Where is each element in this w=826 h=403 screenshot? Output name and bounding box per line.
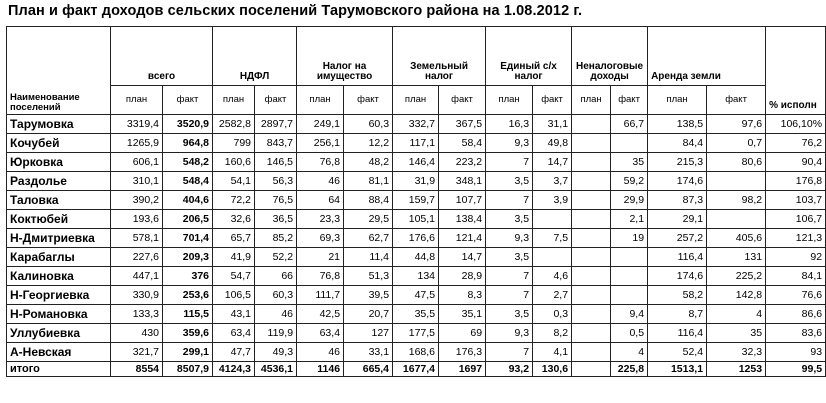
table-row [7,191,826,210]
table-cell: 35 [611,153,648,172]
settlement-name: Н-Дмитриевка [7,229,111,248]
table-cell: 83,6 [766,324,826,343]
table-cell: 93 [766,343,826,362]
table-cell: 2582,8 [213,115,255,134]
table-cell: 115,5 [163,305,213,324]
table-cell: 964,8 [163,134,213,153]
table-cell: 7,5 [533,229,572,248]
table-cell [611,134,648,153]
table-cell: 8554 [111,362,163,377]
table-cell: 348,1 [439,172,486,191]
table-cell: 121,4 [439,229,486,248]
table-cell: 0,5 [611,324,648,343]
table-cell: 1146 [297,362,344,377]
table-row [7,134,826,153]
header-plan: план [111,86,163,115]
table-cell: 146,5 [255,153,297,172]
table-cell: 1265,9 [111,134,163,153]
table-cell: 7 [486,286,533,305]
table-cell: 3,5 [486,305,533,324]
table-cell: 84,1 [766,267,826,286]
table-cell [572,324,611,343]
table-cell: 7 [486,267,533,286]
table-cell: 31,9 [393,172,439,191]
table-cell: 176,6 [393,229,439,248]
table-cell: 8507,9 [163,362,213,377]
table-cell: 142,8 [707,286,766,305]
table-cell: 7 [486,343,533,362]
table-cell: 174,6 [648,267,707,286]
table-cell: 60,3 [344,115,393,134]
table-cell [611,267,648,286]
table-cell: 76,8 [297,267,344,286]
table-cell: 405,6 [707,229,766,248]
table-cell: 48,2 [344,153,393,172]
table-cell: 160,6 [213,153,255,172]
table-row [7,210,826,229]
settlement-name: Таловка [7,191,111,210]
table-cell: 4 [707,305,766,324]
table-cell: 52,4 [648,343,707,362]
table-cell: 84,4 [648,134,707,153]
table-row [7,172,826,191]
table-cell: 9,4 [611,305,648,324]
table-cell: 39,5 [344,286,393,305]
table-cell [572,362,611,377]
table-cell: 69,3 [297,229,344,248]
table-cell: 85,2 [255,229,297,248]
table-cell: 28,9 [439,267,486,286]
table-cell: 42,5 [297,305,344,324]
table-cell: 131 [707,248,766,267]
table-cell: 843,7 [255,134,297,153]
table-cell: 177,5 [393,324,439,343]
table-cell [572,229,611,248]
table-cell: 225,8 [611,362,648,377]
table-cell: 32,6 [213,210,255,229]
header-plan: план [297,86,344,115]
table-cell: 66,7 [611,115,648,134]
table-cell: 3,5 [486,248,533,267]
table-cell: 58,2 [648,286,707,305]
table-cell [533,210,572,229]
table-cell: 330,9 [111,286,163,305]
table-row [7,267,826,286]
table-cell: 253,6 [163,286,213,305]
table-cell: 36,5 [255,210,297,229]
table-cell: 376 [163,267,213,286]
header-group-land-tax: Земельный налог [393,27,486,86]
table-cell: 430 [111,324,163,343]
table-cell: 46 [297,343,344,362]
header-group-ndfl: НДФЛ [213,27,297,86]
table-cell: 106,5 [213,286,255,305]
table-cell: 390,2 [111,191,163,210]
table-cell: 206,5 [163,210,213,229]
table-cell: 35,5 [393,305,439,324]
settlement-name: итого [7,362,111,377]
table-cell: 4 [611,343,648,362]
settlement-name: Кочубей [7,134,111,153]
table-cell: 97,6 [707,115,766,134]
table-cell [572,248,611,267]
table-cell: 92 [766,248,826,267]
table-cell: 56,3 [255,172,297,191]
settlement-name: Н-Романовка [7,305,111,324]
table-cell: 54,1 [213,172,255,191]
table-cell: 19 [611,229,648,248]
table-cell: 90,4 [766,153,826,172]
table-cell: 176,3 [439,343,486,362]
settlement-name: Раздолье [7,172,111,191]
table-cell: 33,1 [344,343,393,362]
header-group-non-tax: Неналоговые доходы [572,27,648,86]
table-cell: 66 [255,267,297,286]
table-cell: 3,5 [486,210,533,229]
table-cell [572,343,611,362]
table-cell [572,305,611,324]
table-cell: 321,7 [111,343,163,362]
table-cell [611,248,648,267]
settlement-name: Коктюбей [7,210,111,229]
table-cell: 665,4 [344,362,393,377]
table-cell: 133,3 [111,305,163,324]
table-cell: 9,3 [486,324,533,343]
header-row-plan-fact [7,86,826,115]
table-cell: 62,7 [344,229,393,248]
table-cell: 54,7 [213,267,255,286]
table-cell: 99,5 [766,362,826,377]
table-cell: 52,2 [255,248,297,267]
table-cell: 29,5 [344,210,393,229]
table-cell: 72,2 [213,191,255,210]
table-cell: 227,6 [111,248,163,267]
table-cell: 35 [707,324,766,343]
table-cell: 3,7 [533,172,572,191]
table-cell: 159,7 [393,191,439,210]
table-cell: 8,3 [439,286,486,305]
table-cell [572,134,611,153]
table-cell [707,210,766,229]
table-cell [572,210,611,229]
table-cell: 3319,4 [111,115,163,134]
header-plan: план [486,86,533,115]
table-cell: 69 [439,324,486,343]
settlement-name: Н-Георгиевка [7,286,111,305]
table-cell: 46 [255,305,297,324]
table-cell: 93,2 [486,362,533,377]
table-cell: 193,6 [111,210,163,229]
table-cell: 209,3 [163,248,213,267]
table-cell: 4536,1 [255,362,297,377]
header-group-total: всего [111,27,213,86]
table-cell: 119,9 [255,324,297,343]
table-cell [707,172,766,191]
table-cell: 548,2 [163,153,213,172]
settlement-name: Карабаглы [7,248,111,267]
table-cell [533,248,572,267]
table-cell: 12,2 [344,134,393,153]
header-plan: план [213,86,255,115]
settlement-name: А-Невская [7,343,111,362]
table-cell: 215,3 [648,153,707,172]
table-cell: 9,3 [486,134,533,153]
table-cell: 111,7 [297,286,344,305]
table-cell: 4,6 [533,267,572,286]
table-cell: 332,7 [393,115,439,134]
table-cell: 107,7 [439,191,486,210]
table-cell: 138,4 [439,210,486,229]
table-row [7,324,826,343]
header-group-percent: % исполн [766,27,826,115]
table-cell: 49,3 [255,343,297,362]
table-cell: 44,8 [393,248,439,267]
table-cell: 8,7 [648,305,707,324]
table-cell: 76,6 [766,286,826,305]
table-cell: 76,5 [255,191,297,210]
settlement-name: Юрковка [7,153,111,172]
table-row [7,286,826,305]
table-cell: 134 [393,267,439,286]
table-cell: 138,5 [648,115,707,134]
table-cell [572,153,611,172]
table-cell: 174,6 [648,172,707,191]
header-fact: факт [255,86,297,115]
settlement-name: Тарумовка [7,115,111,134]
table-cell: 404,6 [163,191,213,210]
table-row [7,115,826,134]
table-cell: 168,6 [393,343,439,362]
table-cell: 578,1 [111,229,163,248]
table-cell: 65,7 [213,229,255,248]
table-cell: 63,4 [297,324,344,343]
table-cell: 257,2 [648,229,707,248]
table-cell: 2,7 [533,286,572,305]
table-cell: 7 [486,153,533,172]
table-cell: 121,3 [766,229,826,248]
table-cell: 0,3 [533,305,572,324]
table-cell [572,191,611,210]
table-cell: 7 [486,191,533,210]
table-row [7,343,826,362]
table-cell: 4,1 [533,343,572,362]
table-cell: 51,3 [344,267,393,286]
table-cell: 20,7 [344,305,393,324]
table-cell [572,172,611,191]
header-fact: факт [163,86,213,115]
table-cell: 2,1 [611,210,648,229]
header-plan: план [648,86,707,115]
table-cell: 87,3 [648,191,707,210]
header-row-groups [7,27,826,86]
table-cell: 14,7 [533,153,572,172]
table-cell: 35,1 [439,305,486,324]
table-cell: 88,4 [344,191,393,210]
table-cell: 60,3 [255,286,297,305]
table-cell [572,286,611,305]
table-cell: 31,1 [533,115,572,134]
table-cell: 63,4 [213,324,255,343]
table-cell: 21 [297,248,344,267]
table-cell: 80,6 [707,153,766,172]
table-cell [572,115,611,134]
table-cell: 76,2 [766,134,826,153]
table-cell: 106,10% [766,115,826,134]
report-title: План и факт доходов сельских поселений Тарумовского района на 1.08.2012 г. [8,3,583,19]
table-cell: 310,1 [111,172,163,191]
table-cell: 81,1 [344,172,393,191]
table-cell: 225,2 [707,267,766,286]
table-cell: 46 [297,172,344,191]
total-row [7,362,826,377]
table-cell: 0,7 [707,134,766,153]
table-cell: 98,2 [707,191,766,210]
table-cell: 127 [344,324,393,343]
table-cell: 4124,3 [213,362,255,377]
table-cell: 249,1 [297,115,344,134]
table-cell: 29,9 [611,191,648,210]
table-cell: 116,4 [648,324,707,343]
table-cell: 14,7 [439,248,486,267]
table-cell: 3,5 [486,172,533,191]
table-cell: 16,3 [486,115,533,134]
table-cell: 130,6 [533,362,572,377]
table-cell: 1513,1 [648,362,707,377]
header-fact: факт [611,86,648,115]
table-cell: 58,4 [439,134,486,153]
header-fact: факт [439,86,486,115]
table-cell: 47,7 [213,343,255,362]
income-table [6,26,826,377]
table-cell: 359,6 [163,324,213,343]
table-cell: 1253 [707,362,766,377]
header-fact: факт [533,86,572,115]
table-cell: 105,1 [393,210,439,229]
table-row [7,229,826,248]
header-group-land-rent: Аренда земли [648,27,766,86]
table-cell: 3,9 [533,191,572,210]
table-cell [572,267,611,286]
header-plan: план [393,86,439,115]
header-fact: факт [344,86,393,115]
table-cell: 29,1 [648,210,707,229]
header-plan: план [572,86,611,115]
table-cell: 606,1 [111,153,163,172]
settlement-name: Уллубиевка [7,324,111,343]
table-cell: 76,8 [297,153,344,172]
header-group-property-tax: Налог на имущество [297,27,393,86]
table-cell: 146,4 [393,153,439,172]
table-cell: 86,6 [766,305,826,324]
table-cell: 43,1 [213,305,255,324]
table-cell: 701,4 [163,229,213,248]
table-cell: 59,2 [611,172,648,191]
table-cell: 367,5 [439,115,486,134]
table-cell: 23,3 [297,210,344,229]
table-cell: 103,7 [766,191,826,210]
table-cell: 176,8 [766,172,826,191]
table-cell: 799 [213,134,255,153]
table-cell: 3520,9 [163,115,213,134]
table-row [7,153,826,172]
table-cell: 1697 [439,362,486,377]
table-cell: 9,3 [486,229,533,248]
table-cell: 47,5 [393,286,439,305]
table-cell: 1677,4 [393,362,439,377]
table-cell: 64 [297,191,344,210]
table-cell: 49,8 [533,134,572,153]
table-cell: 11,4 [344,248,393,267]
table-cell: 223,2 [439,153,486,172]
table-cell: 106,7 [766,210,826,229]
table-cell: 116,4 [648,248,707,267]
table-cell: 41,9 [213,248,255,267]
table-cell: 548,4 [163,172,213,191]
table-row [7,248,826,267]
table-cell: 8,2 [533,324,572,343]
table-cell: 32,3 [707,343,766,362]
header-group-agri-tax: Единый с/х налог [486,27,572,86]
table-cell: 2897,7 [255,115,297,134]
table-cell: 447,1 [111,267,163,286]
table-row [7,305,826,324]
table-cell: 256,1 [297,134,344,153]
header-fact: факт [707,86,766,115]
table-cell: 299,1 [163,343,213,362]
settlement-name: Калиновка [7,267,111,286]
header-settlement-name: Наименование поселений [7,27,111,115]
table-cell [611,286,648,305]
table-cell: 117,1 [393,134,439,153]
